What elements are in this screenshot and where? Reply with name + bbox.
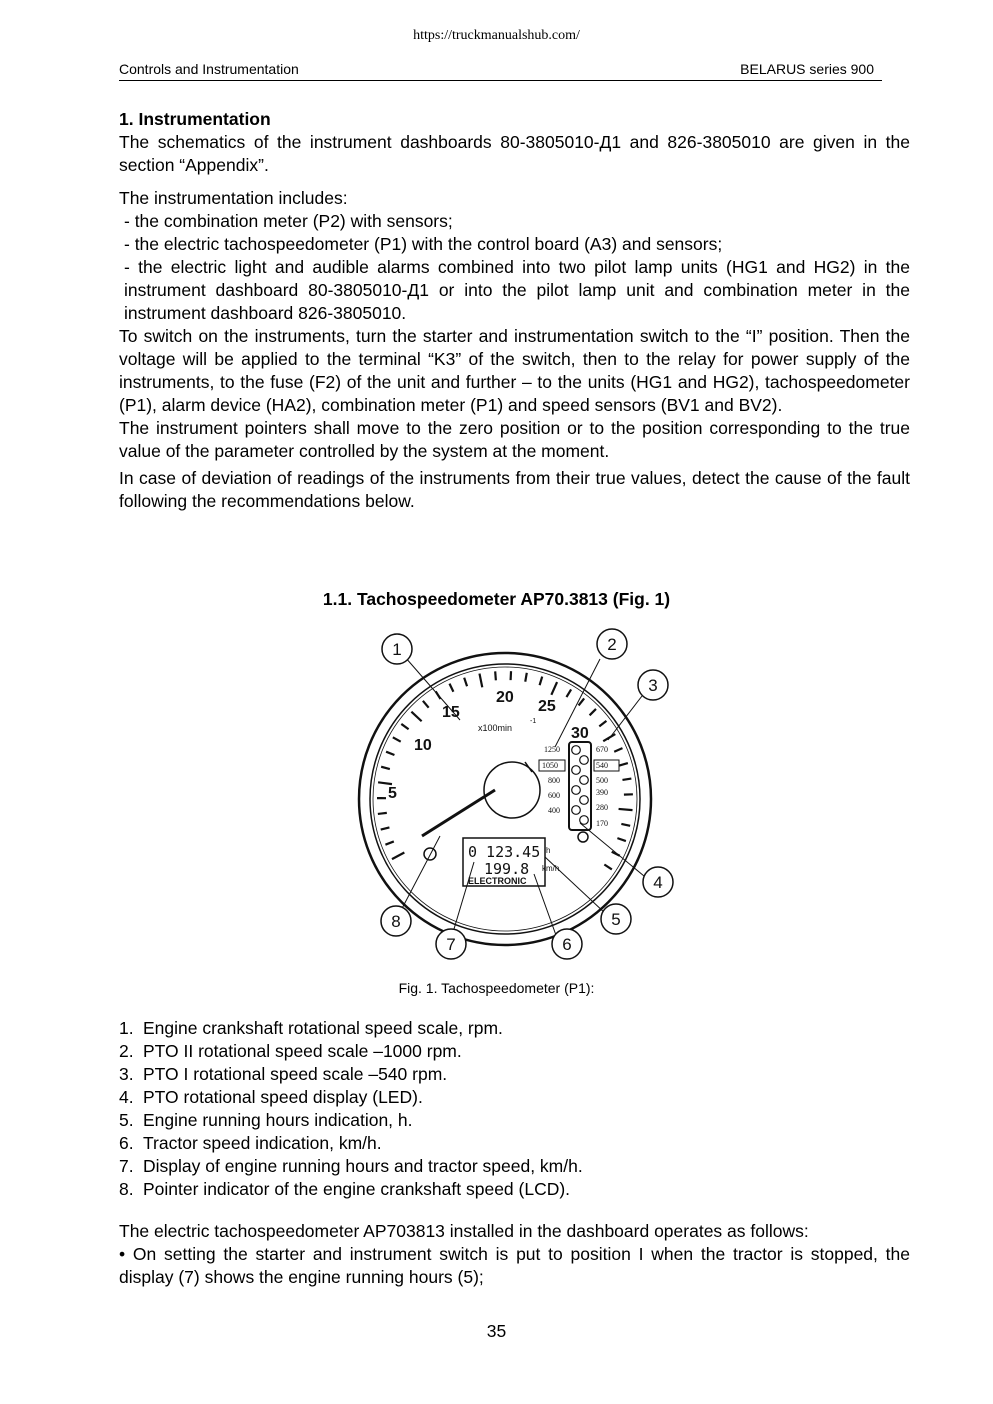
legend-item — [119, 1178, 910, 1201]
subsection-title: 1.1. Tachospeedometer AP70.3813 (Fig. 1) — [322, 589, 671, 609]
scale-tick — [385, 841, 393, 844]
scale-tick — [599, 721, 606, 726]
legend-text: Display of engine running hours and tractor speed, km/h. — [143, 1156, 583, 1176]
callout-number: 5 — [611, 910, 621, 929]
speed-unit: km/h — [542, 864, 560, 873]
callout-marker — [552, 929, 582, 959]
scale-tick — [495, 671, 496, 680]
main-content — [119, 108, 910, 513]
paragraph-switch-on: To switch on the instruments, turn the starter and instrumentation switch to the “I” position. Then the voltage will be applied to the terminal “K3” of the switch, then to the relay for power supply of the instruments, to the fuse (F2) of the unit and further – to the units (HG1 and HG2), tachospeedometer (P1), alarm device (HA2), combination meter (P1) and speed sensors (BV1 and BV2). — [119, 326, 910, 415]
legend-text: Pointer indicator of the engine crankshaft speed (LCD). — [143, 1179, 571, 1199]
legend-number: 7. — [119, 1156, 134, 1176]
speed-readout: 199.8 — [484, 860, 530, 878]
scale-tick — [381, 767, 390, 769]
scale-tick — [617, 838, 625, 841]
callout-marker — [436, 929, 466, 959]
unit-exponent: -1 — [530, 718, 537, 725]
list-item: - the combination meter (P2) with sensors; — [124, 211, 453, 231]
scale-tick — [378, 813, 387, 814]
scale-tick — [423, 701, 429, 708]
hours-unit: h — [546, 846, 551, 855]
scale-tick — [464, 678, 467, 687]
callout-marker — [597, 629, 627, 659]
pto-left-label: 400 — [548, 806, 560, 815]
callout-number: 3 — [648, 676, 658, 695]
led-segment — [580, 816, 589, 825]
scale-label-5: 5 — [388, 785, 397, 802]
figure-legend — [119, 1017, 910, 1201]
section-title: 1. Instrumentation — [119, 109, 271, 129]
pto-right-label: 390 — [596, 788, 608, 797]
pto-left-label: 1050 — [542, 761, 558, 770]
callout-number: 6 — [562, 935, 572, 954]
led-segment — [580, 756, 589, 765]
legend-text: Tractor speed indication, km/h. — [143, 1133, 382, 1153]
led-segment — [572, 746, 581, 755]
callout-marker — [601, 904, 631, 934]
callout-marker — [382, 634, 412, 664]
scale-label-20: 20 — [496, 689, 514, 706]
led-segment — [572, 786, 581, 795]
scale-tick — [540, 677, 543, 686]
paragraph-step: • On setting the starter and instrument switch is put to position I when the tractor is stopped, the display (7) shows the engine running hours (5); — [119, 1244, 910, 1287]
callout-number: 1 — [392, 640, 402, 659]
scale-tick — [614, 748, 622, 752]
pto-right-label: 540 — [596, 761, 608, 770]
header-right: BELARUS series 900 — [740, 61, 874, 77]
unit-label: x100min — [478, 723, 513, 733]
legend-item — [119, 1063, 910, 1086]
legend-item — [119, 1155, 910, 1178]
legend-item — [119, 1040, 910, 1063]
scale-tick — [590, 709, 596, 715]
pto-left-label: 600 — [548, 791, 560, 800]
legend-number: 5. — [119, 1110, 134, 1130]
pto-icon — [578, 832, 588, 842]
page-number: 35 — [486, 1321, 507, 1341]
header-left: Controls and Instrumentation — [119, 61, 299, 77]
legend-item — [119, 1017, 910, 1040]
scale-tick — [386, 752, 394, 755]
legend-number: 8. — [119, 1179, 134, 1199]
scale-label-15: 15 — [442, 704, 460, 721]
callout-number: 7 — [446, 935, 456, 954]
list-item: - the electric tachospeedometer (P1) with the control board (A3) and sensors; — [124, 234, 723, 254]
scale-tick — [479, 674, 482, 688]
scale-label-30: 30 — [571, 725, 589, 742]
scale-tick — [393, 737, 401, 741]
scale-tick — [401, 724, 408, 729]
scale-label-25: 25 — [538, 698, 556, 715]
legend-number: 4. — [119, 1087, 134, 1107]
pto-right-label: 170 — [596, 819, 608, 828]
paragraph-pointers: The instrument pointers shall move to the zero position or to the position corresponding to the true value of the parameter controlled by the system at the moment. — [119, 418, 910, 461]
scale-tick — [411, 712, 421, 722]
legend-text: Engine running hours indication, h. — [143, 1110, 413, 1130]
legend-text: PTO rotational speed display (LED). — [143, 1087, 423, 1107]
led-segment — [572, 806, 581, 815]
paragraph-deviation: In case of deviation of readings of the instruments from their true values, detect the cause of the fault following the recommendations below. — [119, 468, 910, 511]
led-segment — [572, 766, 581, 775]
scale-tick — [619, 809, 633, 810]
figure-caption: Fig. 1. Tachospeedometer (P1): — [398, 980, 595, 996]
scale-tick — [604, 865, 612, 870]
paragraph-operation: The electric tachospeedometer AP703813 installed in the dashboard operates as follows: — [119, 1221, 809, 1241]
callout-number: 2 — [607, 635, 617, 654]
scale-tick — [381, 827, 390, 829]
scale-tick — [619, 763, 628, 766]
legend-text: PTO II rotational speed scale –1000 rpm. — [143, 1041, 462, 1061]
pto-left-label: 800 — [548, 776, 560, 785]
brand-label: ELECTRONIC — [468, 876, 527, 886]
legend-number: 1. — [119, 1018, 134, 1038]
pto-left-label: 1250 — [544, 745, 560, 754]
scale-tick — [525, 673, 527, 682]
callout-number: 4 — [653, 873, 663, 892]
legend-item — [119, 1109, 910, 1132]
source-url: https://truckmanualshub.com/ — [413, 28, 580, 43]
pto-right-label: 500 — [596, 776, 608, 785]
pointer-needle — [422, 790, 495, 836]
paragraph-includes: The instrumentation includes: — [119, 188, 348, 208]
scale-tick — [392, 853, 404, 860]
hours-readout: 0 123.45 — [468, 843, 541, 861]
legend-item — [119, 1132, 910, 1155]
scale-tick — [621, 824, 630, 826]
list-item: - the electric light and audible alarms combined into two pilot lamp units (HG1 and HG2) in the instrument dashboard 80-3805010-Д1 or into the pilot lamp unit and combination meter in the instrument dashboard 826-3805010. — [124, 257, 910, 323]
legend-number: 3. — [119, 1064, 134, 1084]
scale-tick — [551, 682, 557, 695]
tachospeedometer-figure — [350, 622, 690, 967]
led-segment — [580, 776, 589, 785]
scale-tick — [449, 684, 453, 692]
page-header — [119, 61, 882, 81]
legend-item — [119, 1086, 910, 1109]
scale-tick — [378, 782, 392, 784]
led-segment — [580, 796, 589, 805]
paragraph-schematics: The schematics of the instrument dashboards 80-3805010-Д1 and 826-3805010 are given in the section “Appendix”. — [119, 132, 910, 175]
legend-number: 2. — [119, 1041, 134, 1061]
callout-number: 8 — [391, 912, 401, 931]
legend-number: 6. — [119, 1133, 134, 1153]
callout-marker — [381, 906, 411, 936]
led-column — [572, 746, 589, 825]
operation-text — [119, 1220, 910, 1289]
pto-right-label: 280 — [596, 803, 608, 812]
scale-label-10: 10 — [414, 737, 432, 754]
scale-tick — [566, 689, 571, 697]
pto-right-label: 670 — [596, 745, 608, 754]
callout-marker — [643, 867, 673, 897]
scale-tick — [622, 779, 631, 780]
legend-text: PTO I rotational speed scale –540 rpm. — [143, 1064, 448, 1084]
legend-text: Engine crankshaft rotational speed scale, rpm. — [143, 1018, 503, 1038]
callout-marker — [638, 670, 668, 700]
